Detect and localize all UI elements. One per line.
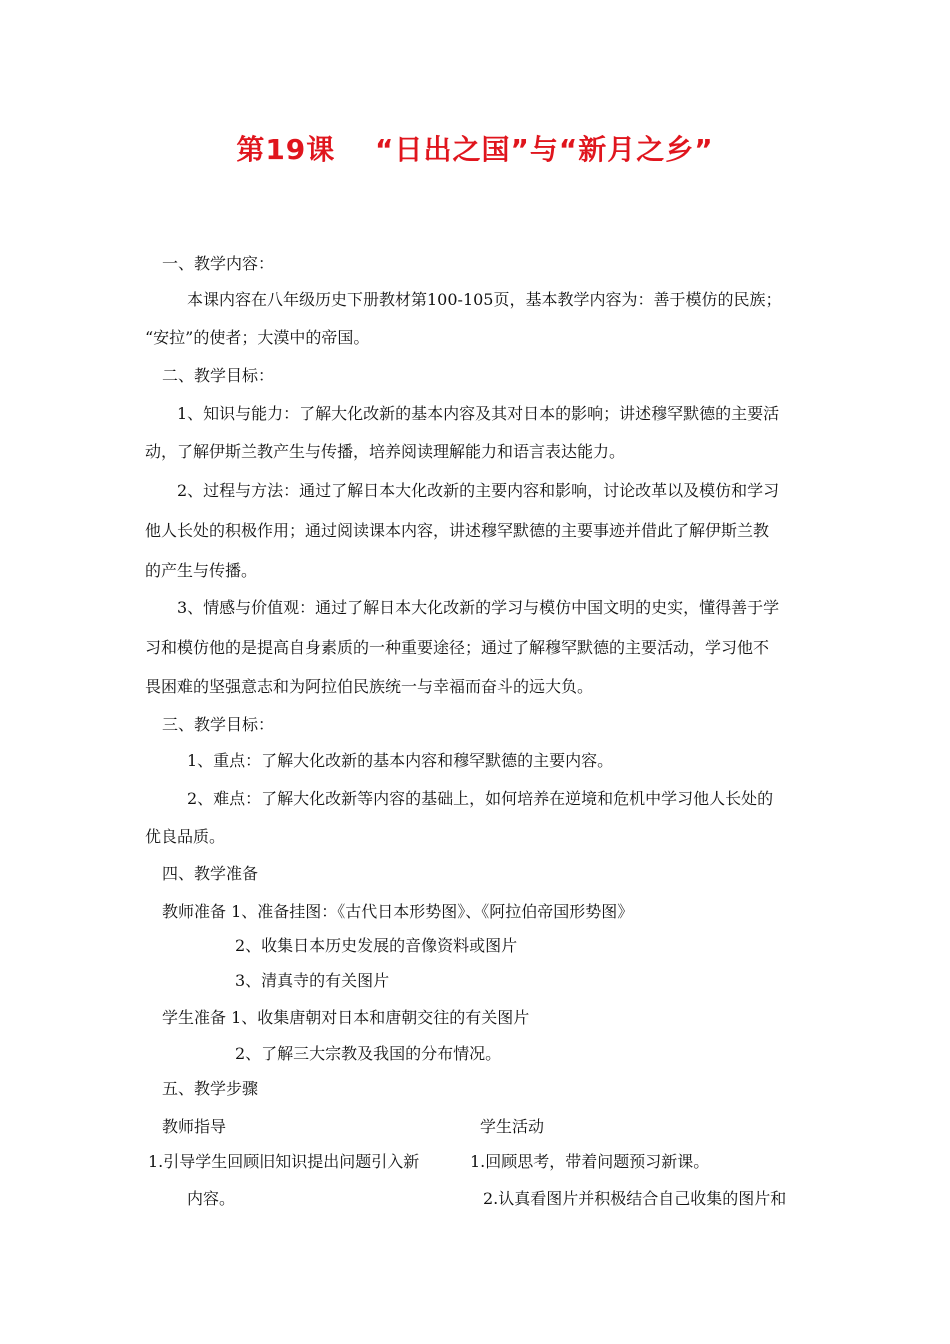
section-2-heading: 二、教学目标： bbox=[162, 366, 275, 385]
teacher-prep-1: 教师准备 1、准备挂图：《古代日本形势图》、《阿拉伯帝国形势图》 bbox=[162, 902, 634, 921]
difficult-point-line-1: 2、难点：了解大化改新等内容的基础上，如何培养在逆境和危机中学习他人长处的 bbox=[187, 789, 774, 808]
section-1-text-line-1: 本课内容在八年级历史下册教材第100-105页，基本教学内容为：善于模仿的民族； bbox=[187, 290, 782, 309]
goal-1-line-1: 1、知识与能力：了解大化改新的基本内容及其对日本的影响；讲述穆罕默德的主要活 bbox=[177, 404, 780, 423]
student-prep-2: 2、了解三大宗教及我国的分布情况。 bbox=[235, 1044, 502, 1063]
goal-3-line-3: 畏困难的坚强意志和为阿拉伯民族统一与幸福而奋斗的远大负。 bbox=[145, 677, 594, 696]
student-step-2: 2.认真看图片并积极结合自己收集的图片和 bbox=[483, 1189, 787, 1208]
goal-1-line-2: 动，了解伊斯兰教产生与传播，培养阅读理解能力和语言表达能力。 bbox=[145, 442, 626, 461]
lesson-title: 第19课 “日出之国”与“新月之乡” bbox=[236, 133, 714, 166]
goal-2-line-1: 2、过程与方法：通过了解日本大化改新的主要内容和影响，讨论改革以及模仿和学习 bbox=[177, 481, 780, 500]
teacher-step-1-line-1: 1.引导学生回顾旧知识提出问题引入新 bbox=[148, 1152, 420, 1171]
column-teacher-heading: 教师指导 bbox=[162, 1117, 227, 1136]
section-5-heading: 五、教学步骤 bbox=[162, 1079, 259, 1098]
student-step-1: 1.回顾思考，带着问题预习新课。 bbox=[470, 1152, 710, 1171]
goal-3-line-1: 3、情感与价值观：通过了解日本大化改新的学习与模仿中国文明的史实，懂得善于学 bbox=[177, 598, 780, 617]
difficult-point-line-2: 优良品质。 bbox=[145, 827, 226, 846]
column-student-heading: 学生活动 bbox=[480, 1117, 545, 1136]
section-1-heading: 一、教学内容： bbox=[162, 254, 275, 273]
teacher-prep-2: 2、收集日本历史发展的音像资料或图片 bbox=[235, 936, 518, 955]
section-1-text-line-2: “安拉”的使者；大漠中的帝国。 bbox=[145, 328, 370, 347]
section-4-heading: 四、教学准备 bbox=[162, 864, 259, 883]
student-prep-1: 学生准备 1、收集唐朝对日本和唐朝交往的有关图片 bbox=[162, 1008, 530, 1027]
goal-3-line-2: 习和模仿他的是提高自身素质的一种重要途径；通过了解穆罕默德的主要活动，学习他不 bbox=[145, 638, 770, 657]
key-point: 1、重点：了解大化改新的基本内容和穆罕默德的主要内容。 bbox=[187, 751, 614, 770]
section-3-heading: 三、教学目标： bbox=[162, 715, 275, 734]
goal-2-line-3: 的产生与传播。 bbox=[145, 561, 258, 580]
teacher-step-1-line-2: 内容。 bbox=[187, 1189, 236, 1208]
goal-2-line-2: 他人长处的积极作用；通过阅读课本内容，讲述穆罕默德的主要事迹并借此了解伊斯兰教 bbox=[145, 521, 770, 540]
teacher-prep-3: 3、清真寺的有关图片 bbox=[235, 971, 390, 990]
